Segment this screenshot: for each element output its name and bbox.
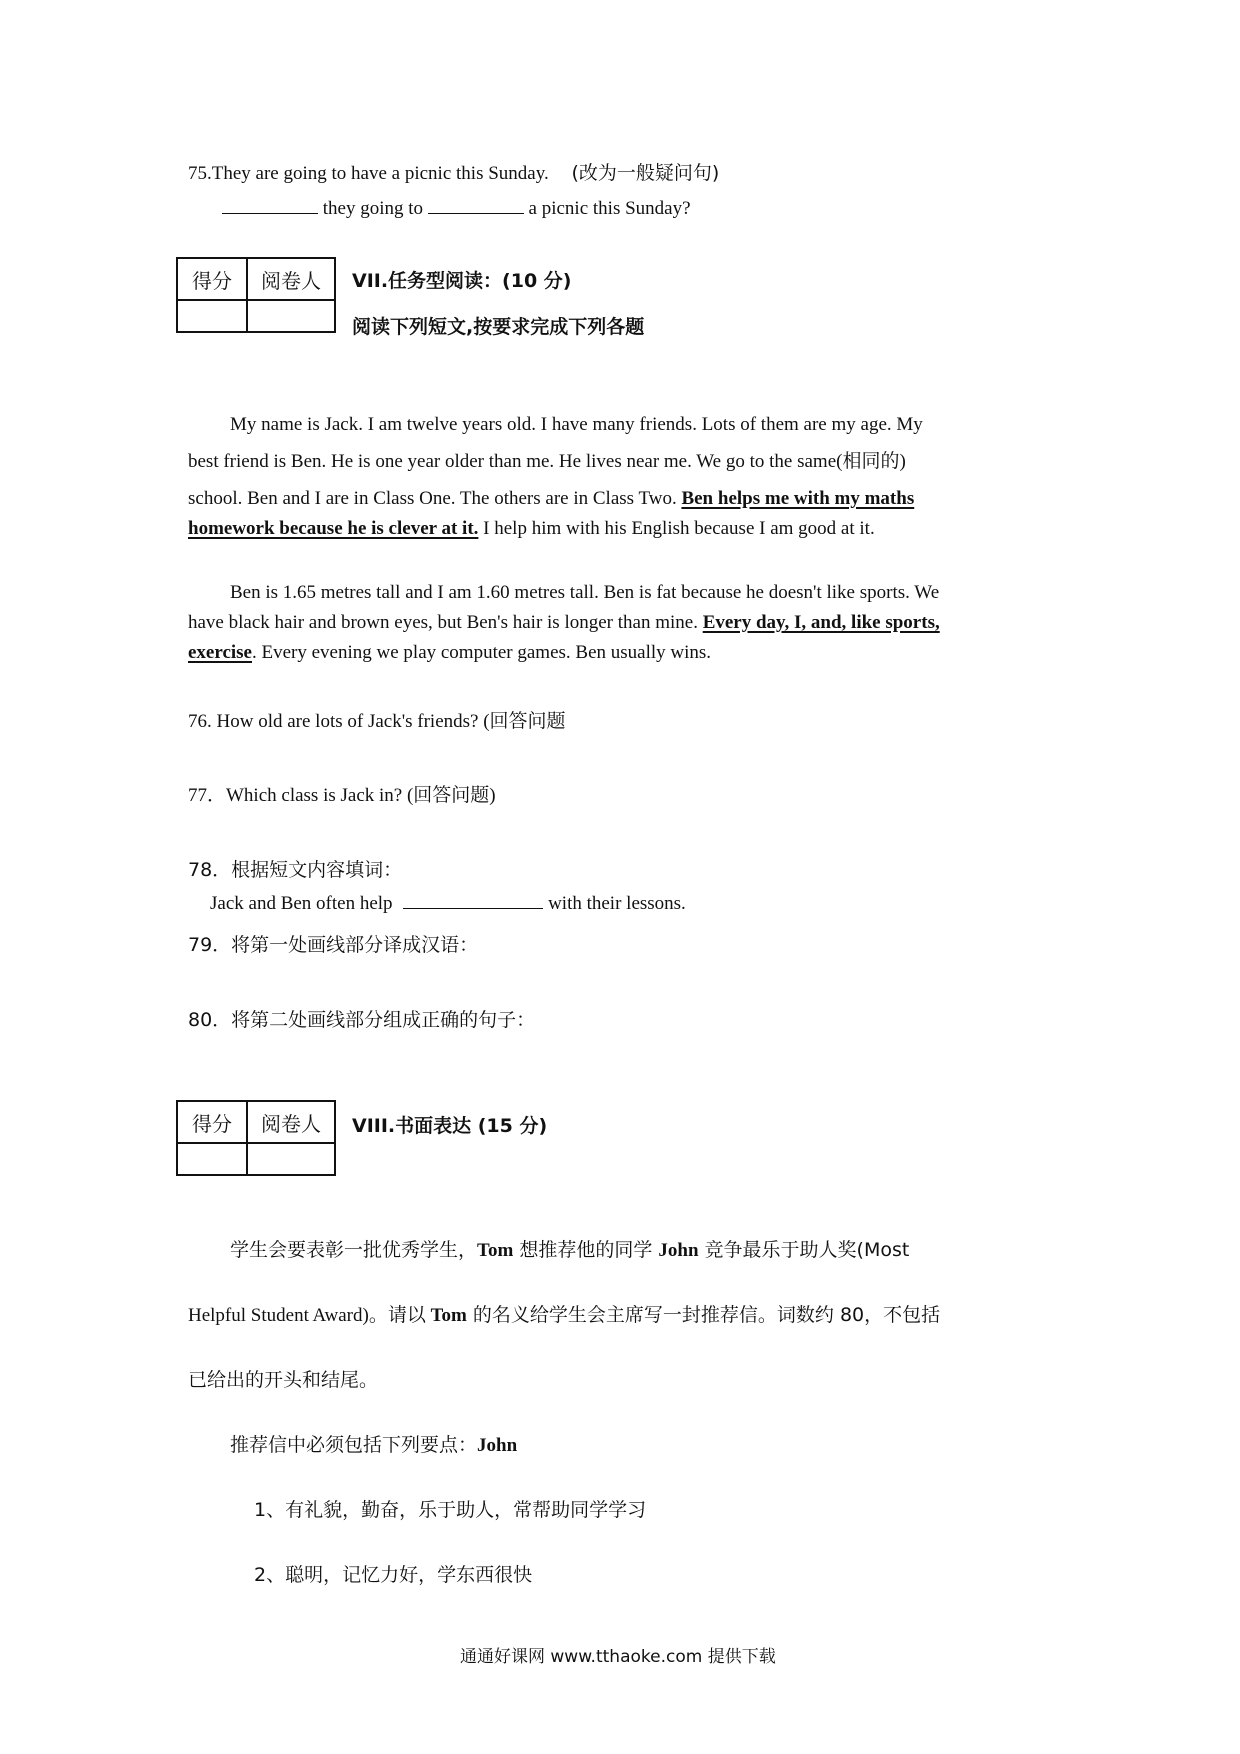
section8-score-table xyxy=(176,1100,336,1176)
prompt-text: 推荐信中必须包括下列要点： xyxy=(230,1434,478,1456)
passage-line xyxy=(188,410,1068,440)
score-cell[interactable] xyxy=(177,1143,247,1175)
underlined-part-1: Ben helps me with my maths xyxy=(681,488,915,509)
q75-sentence: They are going to have a picnic this Sunday. xyxy=(211,163,549,184)
prompt-text: 竞争最乐于助人奖(Most xyxy=(698,1239,910,1261)
passage-text: have black hair and brown eyes, but Ben's hair is longer than mine. xyxy=(188,612,703,633)
passage-text: . Every evening we play computer games. Ben usually wins. xyxy=(252,642,712,663)
passage-paragraph-1 xyxy=(188,410,1068,544)
passage-line xyxy=(188,608,1068,638)
prompt-text: Tom xyxy=(430,1305,467,1326)
grader-cell[interactable] xyxy=(247,1143,335,1175)
question-78-text-b: with their lessons. xyxy=(548,893,686,914)
q75-instruction: (改为一般疑问句) xyxy=(571,162,720,184)
passage-text: best friend is Ben. He is one year older than me. He lives near me. We go to the same(相同的) xyxy=(188,451,906,472)
grader-header: 阅卷人 xyxy=(247,1101,335,1143)
writing-prompt-line-4 xyxy=(230,1430,517,1457)
passage-line xyxy=(188,638,1068,668)
section7-subtitle: 阅读下列短文,按要求完成下列各题 xyxy=(352,316,645,338)
question-78-blank[interactable] xyxy=(403,907,543,909)
page-footer: 通通好课网 www.tthaoke.com 提供下载 xyxy=(460,1647,776,1667)
grader-header: 阅卷人 xyxy=(247,258,335,300)
passage-line xyxy=(188,447,1068,477)
q75-blank-2[interactable] xyxy=(428,212,524,214)
score-cell[interactable] xyxy=(177,300,247,332)
q75-fill-text-1: they going to xyxy=(322,198,424,219)
grader-cell[interactable] xyxy=(247,300,335,332)
passage-text: My name is Jack. I am twelve years old. I have many friends. Lots of them are my age. My xyxy=(230,414,923,435)
prompt-text: Tom xyxy=(477,1240,514,1261)
question-77: 77．Which class is Jack in? (回答问题) xyxy=(188,785,496,806)
section7-score-table xyxy=(176,257,336,333)
prompt-text: John xyxy=(658,1240,699,1261)
question-79: 79．将第一处画线部分译成汉语： xyxy=(188,934,479,956)
underlined-part-2-cont: exercise xyxy=(188,642,252,663)
q75-line1 xyxy=(188,158,719,185)
question-76: 76. How old are lots of Jack's friends? (回答问题 xyxy=(188,711,566,732)
writing-prompt-line-1 xyxy=(230,1235,909,1262)
prompt-text: Helpful Student Award)。请以 xyxy=(188,1305,431,1326)
question-78-fill xyxy=(210,893,686,915)
passage-line xyxy=(188,484,1068,514)
prompt-text: 学生会要表彰一批优秀学生， xyxy=(230,1239,478,1261)
score-header: 得分 xyxy=(177,1101,247,1143)
question-78-title: 78．根据短文内容填词： xyxy=(188,859,403,881)
passage-paragraph-2 xyxy=(188,578,1068,668)
underlined-part-1-cont: homework because he is clever at it. xyxy=(188,518,479,539)
q75-number: 75. xyxy=(188,163,212,184)
passage-text: Ben is 1.65 metres tall and I am 1.60 metres tall. Ben is fat because he doesn't like sports. We xyxy=(230,582,940,603)
prompt-text: 想推荐他的同学 xyxy=(513,1239,659,1261)
q75-blank-1[interactable] xyxy=(222,212,318,214)
q75-fill-text-2: a picnic this Sunday? xyxy=(528,198,691,219)
q75-line2 xyxy=(222,198,691,220)
section7-title: VII.任务型阅读：(10 分) xyxy=(352,270,572,292)
writing-point-1: 1、有礼貌，勤奋，乐于助人，常帮助同学学习 xyxy=(254,1499,647,1521)
writing-point-2: 2、聪明，记忆力好，学东西很快 xyxy=(254,1564,533,1586)
underlined-part-2: Every day, I, and, like sports, xyxy=(702,612,940,633)
score-header: 得分 xyxy=(177,258,247,300)
question-80: 80．将第二处画线部分组成正确的句子： xyxy=(188,1009,536,1031)
passage-text: school. Ben and I are in Class One. The others are in Class Two. xyxy=(188,488,682,509)
question-78-text-a: Jack and Ben often help xyxy=(210,893,393,914)
prompt-text: 的名义给学生会主席写一封推荐信。词数约 80，不包括 xyxy=(466,1304,941,1326)
passage-line xyxy=(188,578,1068,608)
writing-prompt-line-2 xyxy=(188,1300,940,1327)
prompt-text: John xyxy=(477,1435,518,1456)
passage-text: I help him with his English because I am good at it. xyxy=(478,518,875,539)
writing-prompt-line-3: 已给出的开头和结尾。 xyxy=(188,1369,379,1391)
section8-title: VIII.书面表达 (15 分) xyxy=(352,1115,548,1137)
passage-line xyxy=(188,514,1068,544)
